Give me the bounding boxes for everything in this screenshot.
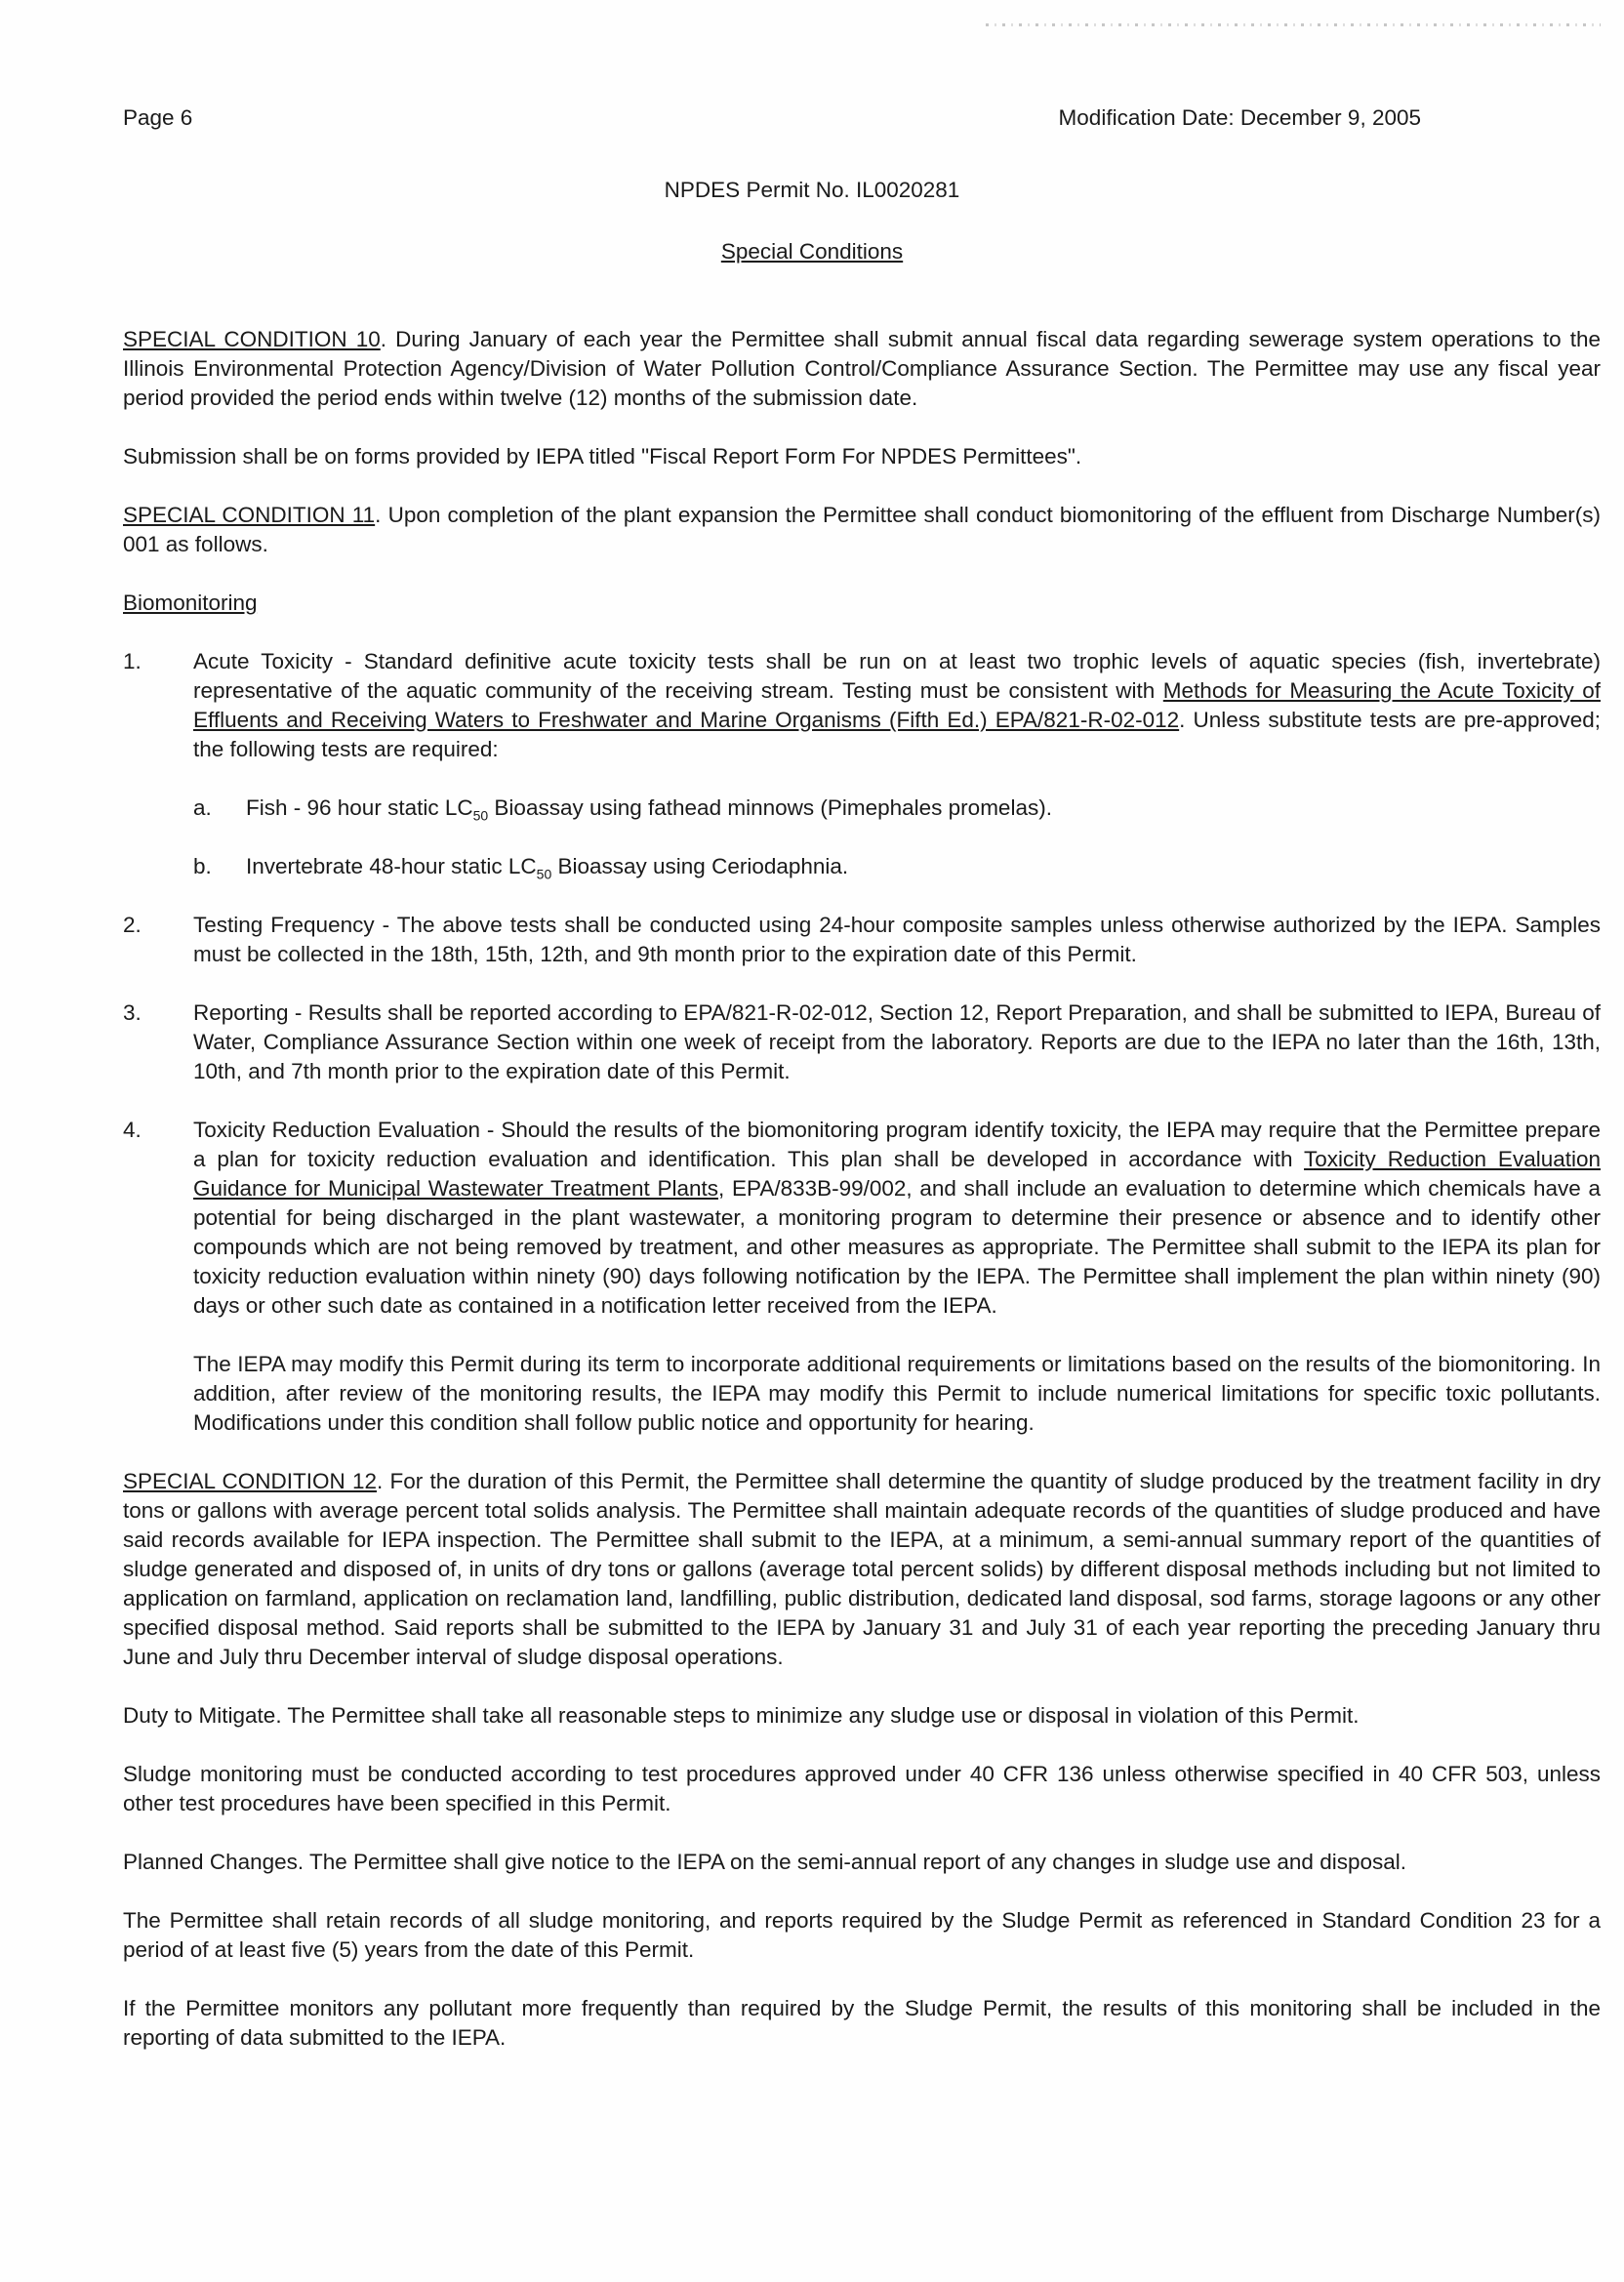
sc11-text: . Upon completion of the plant expansion the Permittee shall conduct biomonitoring of the effluent from Discharge Number(s) 001 as follows. (123, 503, 1602, 556)
item-text: Reporting - Results shall be reported according to EPA/821-R-02-012, Section 12, Report Preparation, and shall be submitted to IEPA, Bureau of Water, Compliance Assurance Section within one week of receipt from the laboratory. Reports are due to the IEPA no later than the 16th, 13th, 10th, and 7th month prior to the expiration date of this Permit. (193, 1000, 1601, 1083)
document-body (123, 325, 1601, 2082)
sub-item-invertebrate (193, 852, 1601, 881)
item1-reference: Methods for Measuring the Acute Toxicity of Effluents and Receiving Waters to Freshwater and Marine Organisms (Fifth Ed.) EPA/821-R-02-012 (193, 678, 1601, 732)
item-number: 3. (123, 1000, 142, 1025)
sub-a-subscript: 50 (472, 807, 489, 824)
item4-post: , EPA/833B-99/002, and shall include an evaluation to determine which chemicals have a potential for being discharged in the plant wastewater, a monitoring program to determine their presence or absence and to identify other compounds which are not being removed by treatment, and other measures as appropriate. The Permittee shall submit to the IEPA its plan for toxicity reduction evaluation within ninety (90) days following notification by the IEPA. The Permittee shall implement the plan within ninety (90) days or other such date as contained in a notification letter received from the IEPA. (193, 1176, 1601, 1318)
item1-post: . Unless substitute tests are pre-approved; the following tests are required: (193, 708, 1601, 761)
sc10-label: SPECIAL CONDITION 10 (123, 327, 381, 351)
item4-reference: Toxicity Reduction Evaluation Guidance for Municipal Wastewater Treatment Plants (193, 1147, 1602, 1201)
sub-a-post: Bioassay using fathead minnows (Pimephales promelas). (488, 795, 1052, 820)
section-title (0, 237, 1624, 266)
sc12-label: SPECIAL CONDITION 12 (123, 1469, 377, 1493)
duty-to-mitigate: Duty to Mitigate. The Permittee shall take all reasonable steps to minimize any sludge use or disposal in violation of this Permit. (123, 1703, 1360, 1728)
planned-changes: Planned Changes. The Permittee shall give notice to the IEPA on the semi-annual report of any changes in sludge use and disposal. (123, 1850, 1406, 1874)
sc11-modify-paragraph: The IEPA may modify this Permit during its term to incorporate additional requirements or limitations based on the results of the biomonitoring. In addition, after review of the monitoring results, the IEPA may modify this Permit to include numerical limitations for specific toxic pollutants. Modifications under this condition shall follow public notice and opportunity for hearing. (193, 1352, 1601, 1435)
special-condition-11 (123, 501, 1601, 559)
item-number: 2. (123, 913, 142, 937)
item-text (193, 647, 1601, 764)
frequent-monitoring: If the Permittee monitors any pollutant more frequently than required by the Sludge Permit, the results of this monitoring shall be included in the reporting of data submitted to the IEPA. (123, 1996, 1601, 2050)
sc10-text: . During January of each year the Permittee shall submit annual fiscal data regarding sewerage system operations to the Illinois Environmental Protection Agency/Division of Water Pollution Control/Compliance Assurance Section. The Permittee may use any fiscal year period provided the period ends within twelve (12) months of the submission date. (123, 327, 1602, 410)
scan-artifact (986, 23, 1601, 26)
sc11-label: SPECIAL CONDITION 11 (123, 503, 376, 527)
list-item-toxicity-reduction (123, 1116, 1601, 1321)
item-number: 4. (123, 1118, 142, 1142)
list-item-reporting (123, 998, 1601, 1086)
special-condition-10 (123, 325, 1601, 413)
records-retention: The Permittee shall retain records of all sludge monitoring, and reports required by the Sludge Permit as referenced in Standard Condition 23 for a period of at least five (5) years from the date of this Permit. (123, 1908, 1601, 1962)
list-item-acute-toxicity (123, 647, 1601, 764)
section-title-text: Special Conditions (720, 239, 904, 264)
sub-b-post: Bioassay using Ceriodaphnia. (551, 854, 849, 878)
sub-b-pre: Invertebrate 48-hour static LC (246, 854, 537, 878)
biomonitoring-heading-text: Biomonitoring (123, 591, 258, 615)
biomonitoring-heading (123, 589, 1601, 618)
sc12-text: . For the duration of this Permit, the Permittee shall determine the quantity of sludge produced by the treatment facility in dry tons or gallons with average percent total solids analysis. The Permittee shall maintain adequate records of the quantities of sludge produced and have said records available for IEPA inspection. The Permittee shall submit to the IEPA, at a minimum, a semi-annual summary report of the quantities of sludge generated and disposed of, in units of dry tons or gallons (average total percent solids) by different disposal methods including but not limited to application on farmland, application on reclamation land, landfilling, public distribution, dedicated land disposal, sod farms, storage lagoons or any other specified disposal method. Said reports shall be submitted to the IEPA by January 31 and July 31 of each year reporting the preceding January thru June and July thru December interval of sludge disposal operations. (123, 1469, 1601, 1669)
item-text: Testing Frequency - The above tests shall be conducted using 24-hour composite samples unless otherwise authorized by the IEPA. Samples must be collected in the 18th, 15th, 12th, and 9th month prior to the expiration date of this Permit. (193, 913, 1601, 966)
sub-item-text (246, 852, 1601, 881)
sub-item-letter: b. (193, 854, 212, 878)
sub-b-subscript: 50 (536, 866, 552, 882)
sub-item-fish (193, 794, 1601, 823)
item-text (193, 1116, 1601, 1321)
sludge-monitoring: Sludge monitoring must be conducted according to test procedures approved under 40 CFR 136 unless otherwise specified in 40 CFR 503, unless other test procedures have been specified in this Permit. (123, 1762, 1601, 1815)
modification-date: Modification Date: December 9, 2005 (1058, 105, 1421, 130)
page-number: Page 6 (123, 105, 193, 130)
sub-item-letter: a. (193, 795, 212, 820)
item1-pre: Acute Toxicity - Standard definitive acute toxicity tests shall be run on at least two trophic levels of aquatic species (fish, invertebrate) representative of the aquatic community of the receiving stream. Testing must be consistent with (193, 649, 1601, 703)
sub-a-pre: Fish - 96 hour static LC (246, 795, 473, 820)
sub-item-text (246, 794, 1601, 823)
list-item-testing-frequency (123, 911, 1601, 969)
item4-pre: Toxicity Reduction Evaluation - Should the results of the biomonitoring program identify toxicity, the IEPA may require that the Permittee prepare a plan for toxicity reduction evaluation and identification. This plan shall be developed in accordance with (193, 1118, 1601, 1171)
sc10-submission: Submission shall be on forms provided by IEPA titled "Fiscal Report Form For NPDES Permittees". (123, 444, 1082, 469)
permit-number: NPDES Permit No. IL0020281 (664, 178, 960, 202)
special-condition-12 (123, 1467, 1601, 1672)
item-number: 1. (123, 649, 142, 673)
